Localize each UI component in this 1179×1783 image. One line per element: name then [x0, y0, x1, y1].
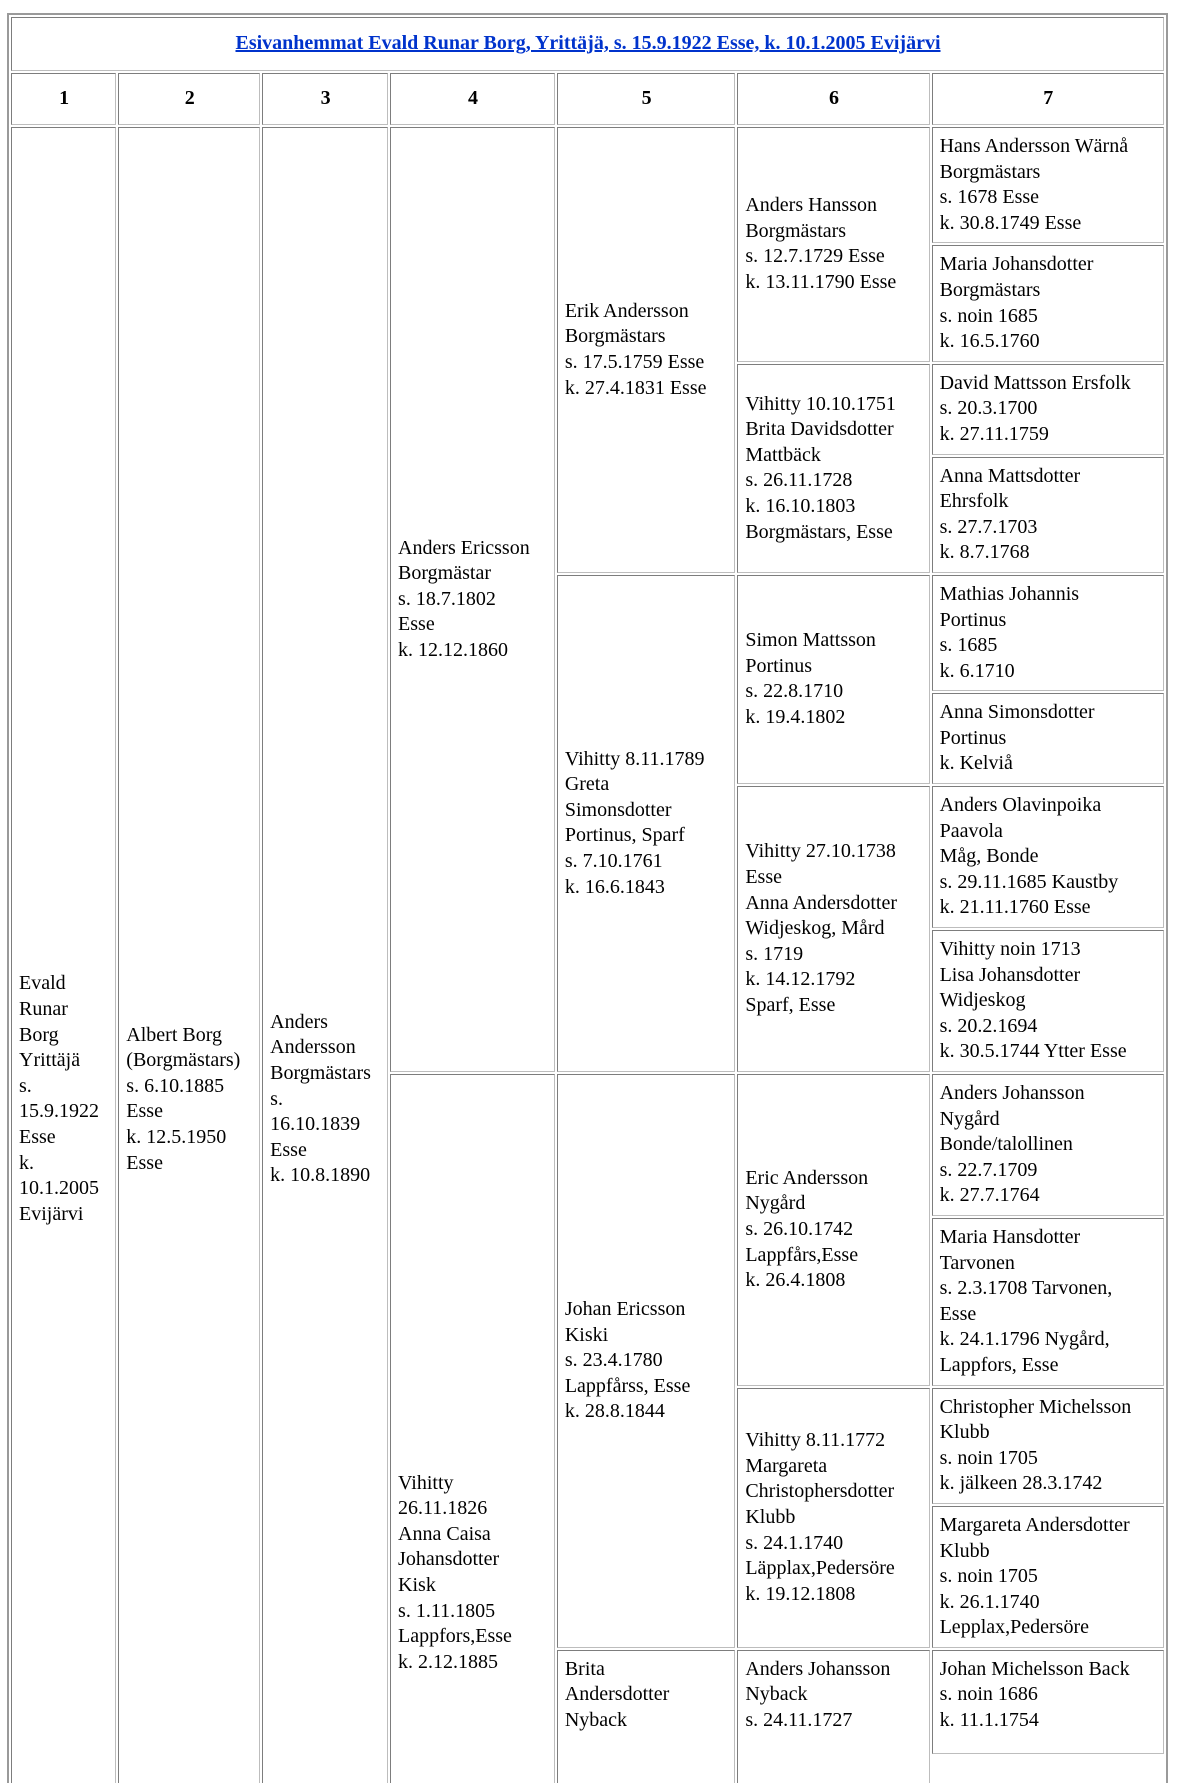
person-detail-line: Läpplax,Pedersöre [745, 1557, 895, 1580]
title-row [11, 17, 1164, 71]
person-detail-line: Esse [745, 866, 783, 889]
person-detail-line: k. 16.5.1760 [939, 330, 1040, 353]
person-detail-line: Kisk [398, 1573, 436, 1596]
header-generation-1: 1 [11, 73, 116, 125]
person-detail-line: Anders Hansson [745, 194, 877, 217]
header-generation-5: 5 [557, 73, 736, 125]
person-detail-line: Borgmästars [745, 219, 847, 242]
person-detail-line: Christophersdotter [745, 1480, 895, 1503]
person-detail-line: 10.1.2005 [19, 1177, 99, 1200]
person-detail-line: Borgmästar [398, 562, 491, 585]
person-gen7 [932, 1218, 1164, 1386]
person-detail-line: Vihitty 27.10.1738 [745, 840, 896, 863]
person-detail-line: Anders Ericsson [398, 536, 530, 559]
person-detail-line: Mattbäck [745, 443, 821, 466]
person-detail-line: s. 22.7.1709 [939, 1158, 1038, 1181]
person-detail-line: Klubb [939, 1539, 990, 1562]
person-detail-line: Borgmästars [939, 160, 1041, 183]
person-detail-line: k. 8.7.1768 [939, 541, 1030, 564]
person-gen6 [737, 1650, 929, 1783]
person-detail-line: Lisa Johansdotter [939, 963, 1081, 986]
person-detail-line: Maria Hansdotter [939, 1225, 1081, 1248]
person-detail-line: Portinus, Sparf [564, 824, 685, 847]
person-detail-line: k. 27.11.1759 [939, 422, 1049, 445]
person-detail-line: s. 22.8.1710 [745, 680, 844, 703]
person-detail-line: Johansdotter [398, 1548, 500, 1571]
person-gen7 [932, 930, 1164, 1072]
person-detail-line: Paavola [939, 819, 1003, 842]
person-detail-line: s. 20.3.1700 [939, 397, 1038, 420]
person-detail-line: Widjeskog, Mård [745, 917, 885, 940]
person-detail-line: k. 27.4.1831 Esse [564, 376, 707, 399]
person-detail-line: k. 24.1.1796 Nygård, [939, 1328, 1110, 1351]
person-detail-line: s. 2.3.1708 Tarvonen, [939, 1277, 1113, 1300]
person-detail-line: s. [19, 1074, 32, 1097]
title-link[interactable]: Esivanhemmat Evald Runar Borg, Yrittäjä, s. 15.9.1922 Esse, k. 10.1.2005 Evijärvi [235, 32, 941, 55]
person-detail-line: k. 2.12.1885 [398, 1650, 499, 1673]
person-gen5 [557, 575, 736, 1072]
person-gen4 [390, 127, 555, 1072]
person-detail-line: Anders Johansson [939, 1082, 1085, 1104]
person-detail-line: (Borgmästars) [126, 1049, 241, 1072]
person-detail-line: k. 10.8.1890 [270, 1164, 371, 1187]
person-gen6 [737, 786, 929, 1072]
person-detail-line: Albert Borg [126, 1023, 223, 1046]
person-detail-line: Borgmästars [564, 325, 666, 348]
person-gen7 [932, 1074, 1164, 1216]
person-gen6 [737, 1074, 929, 1386]
person-detail-line: s. 17.5.1759 Esse [564, 350, 705, 373]
person-detail-line: s. 6.10.1885 [126, 1074, 225, 1097]
person-detail-line: Portinus [939, 726, 1007, 749]
person-detail-line: k. 19.12.1808 [745, 1582, 856, 1605]
person-gen7 [932, 1388, 1164, 1504]
person-detail-line: k. 12.12.1860 [398, 638, 509, 661]
person-detail-line: k. 19.4.1802 [745, 706, 846, 729]
person-detail-line: k. 26.1.1740 [939, 1590, 1040, 1613]
person-detail-line: Johan Michelsson Back [939, 1657, 1130, 1680]
person-detail-line: Bonde/talollinen [939, 1133, 1073, 1156]
person-detail-line: Esse [19, 1126, 56, 1149]
person-detail-line: Anna Caisa [398, 1522, 491, 1545]
person-gen7 [932, 693, 1164, 784]
person-detail-line: Ehrsfolk [939, 490, 1009, 513]
person-detail-line: s. 23.4.1780 [564, 1349, 663, 1372]
person-detail-line: k. 12.5.1950 [126, 1126, 227, 1149]
person-detail-line: Maria Johansdotter [939, 253, 1094, 276]
person-detail-line: k. [19, 1151, 34, 1174]
header-row [11, 73, 1164, 125]
person-detail-line: s. 24.11.1727 [745, 1709, 853, 1732]
person-detail-line: 26.11.1826 [398, 1497, 488, 1520]
pedigree-wrapper [7, 13, 1168, 1783]
person-gen5 [557, 127, 736, 573]
person-detail-line: k. 28.8.1844 [564, 1400, 665, 1423]
person-detail-line: Lappfårss, Esse [564, 1374, 691, 1397]
person-detail-line: Vihitty 8.11.1772 [745, 1429, 886, 1452]
person-gen4 [390, 1074, 555, 1783]
person-detail-line: Anders [270, 1010, 328, 1033]
person-detail-line: Esse [939, 1302, 977, 1325]
person-gen6 [737, 1388, 929, 1648]
person-detail-line: Esse [398, 613, 435, 636]
person-gen7 [932, 1506, 1164, 1648]
person-gen6 [737, 575, 929, 784]
person-detail-line: s. 1678 Esse [939, 186, 1040, 209]
person-detail-line: s. 20.2.1694 [939, 1014, 1038, 1037]
person-detail-line: Andersdotter [564, 1683, 670, 1706]
person-detail-line: Esse [126, 1100, 163, 1123]
person-detail-line: k. 6.1710 [939, 659, 1015, 682]
person-detail-line: Portinus [745, 654, 813, 677]
person-detail-line: Andersson [270, 1036, 356, 1059]
person-detail-line: Runar [19, 998, 68, 1021]
person-detail-line: Vihitty 10.10.1751 [745, 392, 896, 415]
person-detail-line: s. noin 1705 [939, 1446, 1038, 1469]
person-detail-line: k. 16.6.1843 [564, 875, 665, 898]
person-detail-line: s. 12.7.1729 Esse [745, 245, 885, 268]
person-gen6 [737, 364, 929, 573]
person-detail-line: s. 29.11.1685 Kaustby [939, 870, 1119, 893]
person-detail-line: s. 1.11.1805 [398, 1599, 496, 1622]
person-detail-line: k. 14.12.1792 [745, 968, 856, 991]
person-detail-line: s. 26.10.1742 [745, 1217, 854, 1240]
person-detail-line: David Mattsson Ersfolk [939, 371, 1131, 394]
person-detail-line: Sparf, Esse [745, 994, 836, 1017]
person-detail-line: Lepplax,Pedersöre [939, 1616, 1089, 1639]
person-detail-line: Lappfårs,Esse [745, 1243, 859, 1266]
header-generation-6: 6 [737, 73, 929, 125]
person-detail-line: s. 24.1.1740 [745, 1531, 844, 1554]
person-detail-line: 16.10.1839 [270, 1113, 361, 1136]
person-gen1 [11, 127, 116, 1783]
person-detail-line: k. 11.1.1754 [939, 1709, 1039, 1732]
person-detail-line: Kiski [564, 1323, 609, 1346]
person-detail-line: s. 18.7.1802 [398, 587, 496, 610]
person-gen2 [118, 127, 260, 1783]
person-detail-line: Nygård [939, 1107, 1000, 1130]
person-detail-line: Klubb [939, 1421, 990, 1444]
person-detail-line: Nyback [745, 1683, 808, 1706]
person-detail-line: Yrittäjä [19, 1049, 81, 1072]
person-detail-line: Anna Andersdotter [745, 891, 897, 914]
person-gen7 [932, 1650, 1164, 1754]
person-detail-line: s. 27.7.1703 [939, 515, 1038, 538]
person-detail-line: k. 26.4.1808 [745, 1269, 846, 1292]
person-detail-line: Vihitty 8.11.1789 [564, 747, 705, 770]
person-detail-line: Hans Andersson Wärnå [939, 135, 1129, 157]
title-cell [11, 17, 1164, 71]
person-detail-line: s. noin 1686 [939, 1683, 1038, 1706]
person-detail-line: k. 27.7.1764 [939, 1184, 1040, 1207]
person-detail-line: Anna Mattsdotter [939, 464, 1081, 487]
person-detail-line: Simon Mattsson [745, 629, 876, 652]
person-detail-line: s. 1685 [939, 634, 998, 657]
person-detail-line: Lappfors,Esse [398, 1625, 512, 1648]
person-detail-line: s. 1719 [745, 942, 804, 965]
person-detail-line: Nygård [745, 1192, 806, 1215]
person-detail-line: Tarvonen [939, 1251, 1015, 1274]
person-detail-line: Vihitty [398, 1471, 454, 1494]
person-gen7 [932, 457, 1164, 573]
person-detail-line: Måg, Bonde [939, 845, 1039, 868]
person-detail-line: Christopher Michelsson [939, 1395, 1132, 1418]
person-detail-line: Nyback [564, 1709, 628, 1732]
tree-row [11, 127, 1164, 243]
person-detail-line: Simonsdotter [564, 798, 672, 821]
person-detail-line: Widjeskog [939, 989, 1026, 1012]
person-detail-line: k. 30.8.1749 Esse [939, 211, 1082, 234]
person-detail-line: Borgmästars, Esse [745, 520, 893, 543]
person-detail-line: Anna Simonsdotter [939, 701, 1095, 724]
person-detail-line: s. noin 1705 [939, 1565, 1038, 1588]
person-detail-line: Greta [564, 773, 610, 796]
person-detail-line: Esse [270, 1138, 307, 1161]
person-detail-line: k. 16.10.1803 [745, 494, 856, 517]
header-generation-3: 3 [262, 73, 388, 125]
person-detail-line: k. 21.11.1760 Esse [939, 896, 1091, 919]
person-gen7 [932, 127, 1164, 243]
person-gen6 [737, 127, 929, 362]
person-gen5 [557, 1074, 736, 1648]
person-detail-line: Evijärvi [19, 1202, 84, 1225]
person-detail-line: s. noin 1685 [939, 304, 1038, 327]
person-detail-line: k. 30.5.1744 Ytter Esse [939, 1040, 1127, 1063]
person-detail-line: Borg [19, 1023, 59, 1046]
person-detail-line: Margareta [745, 1454, 828, 1477]
person-detail-line: Portinus [939, 608, 1007, 631]
person-detail-line: Brita [564, 1657, 605, 1680]
person-detail-line: Erik Andersson [564, 299, 689, 322]
pedigree-table [7, 13, 1168, 1783]
person-detail-line: Brita Davidsdotter [745, 418, 894, 441]
person-detail-line: Evald [19, 972, 66, 995]
person-gen5 [557, 1650, 736, 1783]
person-detail-line: Johan Ericsson [564, 1297, 686, 1320]
person-gen3 [262, 127, 388, 1783]
person-detail-line: 15.9.1922 [19, 1100, 99, 1123]
person-gen7 [932, 245, 1164, 361]
person-detail-line: Borgmästars [939, 278, 1041, 301]
header-generation-7: 7 [932, 73, 1164, 125]
person-gen7 [932, 364, 1164, 455]
person-detail-line: Margareta Andersdotter [939, 1513, 1130, 1536]
person-detail-line: k. Kelviå [939, 752, 1013, 775]
person-detail-line: s. [270, 1087, 283, 1110]
person-detail-line: Borgmästars [270, 1062, 371, 1085]
person-detail-line: Lappfors, Esse [939, 1353, 1059, 1376]
person-detail-line: k. 13.11.1790 Esse [745, 270, 897, 293]
person-detail-line: s. 26.11.1728 [745, 469, 853, 492]
person-detail-line: Esse [126, 1151, 163, 1174]
person-detail-line: Klubb [745, 1505, 796, 1528]
header-generation-4: 4 [390, 73, 555, 125]
person-gen7 [932, 786, 1164, 928]
person-gen7 [932, 575, 1164, 691]
person-detail-line: k. jälkeen 28.3.1742 [939, 1472, 1103, 1495]
person-detail-line: Anders Johansson [745, 1657, 891, 1680]
person-detail-line: Anders Olavinpoika [939, 794, 1102, 817]
person-detail-line: s. 7.10.1761 [564, 850, 663, 873]
person-detail-line: Vihitty noin 1713 [939, 938, 1081, 961]
person-detail-line: Mathias Johannis [939, 582, 1080, 605]
header-generation-2: 2 [118, 73, 260, 125]
person-detail-line: Eric Andersson [745, 1166, 869, 1189]
